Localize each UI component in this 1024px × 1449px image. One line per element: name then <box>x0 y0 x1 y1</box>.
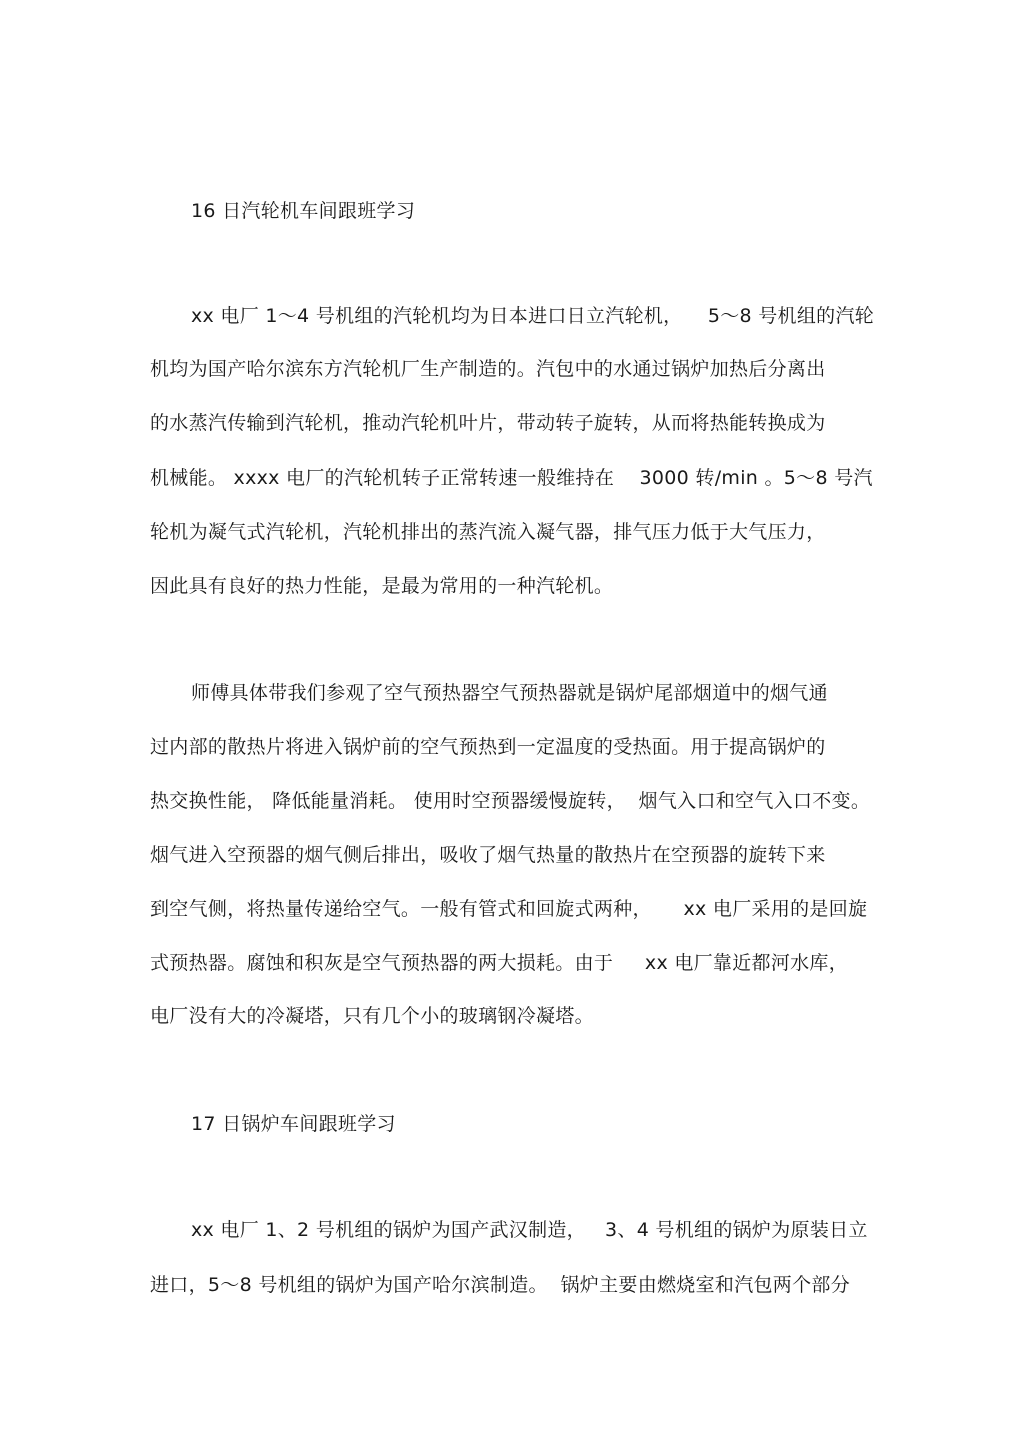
paragraph-line: 的水蒸汽传输到汽轮机，推动汽轮机叶片，带动转子旋转，从而将热能转换成为 <box>150 412 826 434</box>
paragraph-line: 轮机为凝气式汽轮机，汽轮机排出的蒸汽流入凝气器，排气压力低于大气压力， <box>150 521 826 543</box>
section-heading-16: 16 日汽轮机车间跟班学习 <box>191 200 416 222</box>
paragraph-line: 进口，5～8 号机组的锅炉为国产哈尔滨制造。 锅炉主要由燃烧室和汽包两个部分 <box>150 1274 850 1296</box>
paragraph-line: 热交换性能， 降低能量消耗。 使用时空预器缓慢旋转， 烟气入口和空气入口不变。 <box>150 790 871 812</box>
paragraph-line: 电厂没有大的冷凝塔，只有几个小的玻璃钢冷凝塔。 <box>150 1005 594 1027</box>
paragraph-line: xx 电厂 1、2 号机组的锅炉为国产武汉制造， 3、4 号机组的锅炉为原装日立 <box>191 1219 868 1241</box>
paragraph-line: 式预热器。腐蚀和积灰是空气预热器的两大损耗。由于 xx 电厂靠近都河水库， <box>150 952 849 974</box>
paragraph-line: 烟气进入空预器的烟气侧后排出，吸收了烟气热量的散热片在空预器的旋转下来 <box>150 844 826 866</box>
paragraph-line: 机械能。 xxxx 电厂的汽轮机转子正常转速一般维持在 3000 转/min 。5～8 号汽 <box>150 467 873 489</box>
paragraph-line: 机均为国产哈尔滨东方汽轮机厂生产制造的。汽包中的水通过锅炉加热后分离出 <box>150 358 826 380</box>
paragraph-line: 因此具有良好的热力性能，是最为常用的一种汽轮机。 <box>150 575 614 597</box>
paragraph-line: xx 电厂 1～4 号机组的汽轮机均为日本进口日立汽轮机， 5～8 号机组的汽轮 <box>191 305 875 327</box>
paragraph-line: 师傅具体带我们参观了空气预热器空气预热器就是锅炉尾部烟道中的烟气通 <box>191 682 828 704</box>
paragraph-line: 到空气侧，将热量传递给空气。一般有管式和回旋式两种， xx 电厂采用的是回旋 <box>150 898 868 920</box>
section-heading-17: 17 日锅炉车间跟班学习 <box>191 1113 396 1135</box>
paragraph-line: 过内部的散热片将进入锅炉前的空气预热到一定温度的受热面。用于提高锅炉的 <box>150 736 826 758</box>
